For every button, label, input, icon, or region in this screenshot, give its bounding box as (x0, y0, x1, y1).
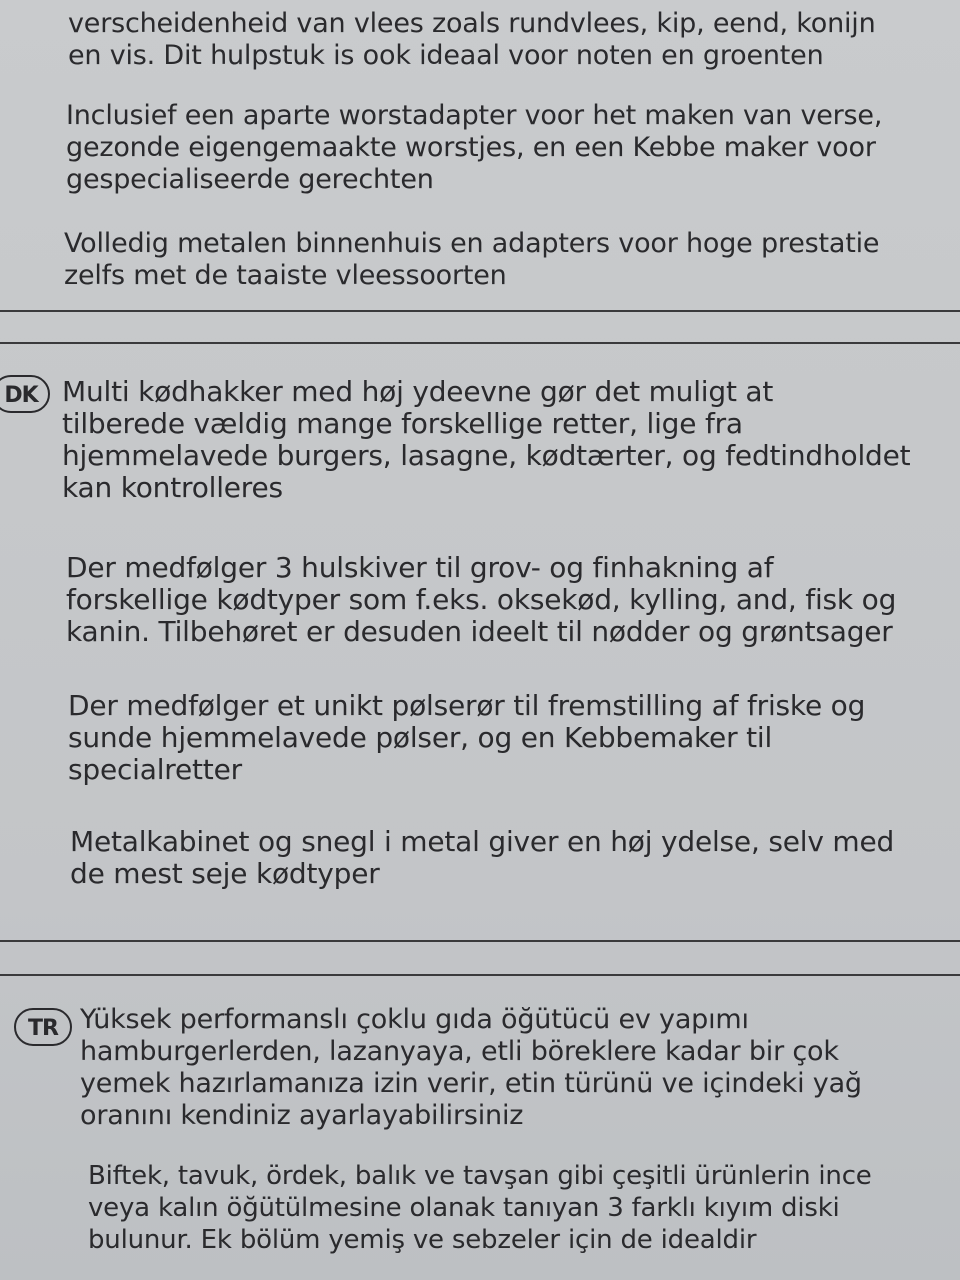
tr-p2-line-2: veya kalın öğütülmesine olanak tanıyan 3 farklı kıyım diski (88, 1193, 840, 1223)
dk-p2-line-1: Der medfølger 3 hulskiver til grov- og finhakning af (66, 551, 774, 584)
nl-p2-line-2: gezonde eigengemaakte worstjes, en een Kebbe maker voor (66, 132, 876, 163)
nl-p1-line-1: verscheidenheid van vlees zoals rundvlees, kip, eend, konijn (68, 8, 876, 39)
nl-p1-line-2: en vis. Dit hulpstuk is ook ideaal voor noten en groenten (68, 40, 824, 71)
dk-p4-line-1: Metalkabinet og snegl i metal giver en høj ydelse, selv med (70, 825, 895, 858)
nl-p3-line-2: zelfs met de taaiste vleessoorten (64, 260, 507, 291)
dk-paragraph-1 (62, 376, 910, 504)
tr-p1-line-3: yemek hazırlamanıza izin verir, etin türünü ve içindeki yağ (80, 1068, 862, 1099)
language-badge-tr: TR (14, 1008, 72, 1046)
dk-p3-line-1: Der medfølger et unikt pølserør til fremstilling af friske og (68, 689, 866, 722)
divider-bottom-2 (0, 974, 960, 976)
dk-p1-line-3: hjemmelavede burgers, lasagne, kødtærter, og fedtindholdet (62, 439, 911, 472)
dk-p3-line-3: specialretter (68, 753, 242, 786)
dk-p3-line-2: sunde hjemmelavede pølser, og en Kebbemaker til (68, 721, 773, 754)
tr-p1-line-2: hamburgerlerden, lazanyaya, etli böreklere kadar bir çok (80, 1036, 839, 1067)
nl-p2-line-3: gespecialiseerde gerechten (66, 164, 434, 195)
language-badge-dk: DK (0, 375, 50, 413)
tr-p1-line-4: oranını kendiniz ayarlayabilirsiniz (80, 1100, 524, 1131)
dk-paragraph-4 (70, 826, 894, 890)
tr-paragraph-2 (88, 1160, 872, 1256)
nl-paragraph-2 (66, 100, 882, 196)
divider-bottom-1 (0, 940, 960, 942)
dk-p2-line-2: forskellige kødtyper som f.eks. oksekød, kylling, and, fisk og (66, 583, 897, 616)
divider-top-2 (0, 342, 960, 344)
dk-p1-line-4: kan kontrolleres (62, 471, 283, 504)
dk-p1-line-2: tilberede vældig mange forskellige retter, lige fra (62, 407, 743, 440)
nl-paragraph-3 (64, 228, 879, 292)
tr-paragraph-1 (80, 1004, 862, 1132)
tr-p1-line-1: Yüksek performanslı çoklu gıda öğütücü ev yapımı (80, 1004, 749, 1035)
divider-top-1 (0, 310, 960, 312)
tr-p2-line-3: bulunur. Ek bölüm yemiş ve sebzeler için de idealdir (88, 1225, 757, 1255)
nl-p3-line-1: Volledig metalen binnenhuis en adapters voor hoge prestatie (64, 228, 880, 259)
tr-p2-line-1: Biftek, tavuk, ördek, balık ve tavşan gibi çeşitli ürünlerin ince (88, 1161, 872, 1191)
dk-p4-line-2: de mest seje kødtyper (70, 857, 380, 890)
dk-p1-line-1: Multi kødhakker med høj ydeevne gør det muligt at (62, 375, 774, 408)
dk-p2-line-3: kanin. Tilbehøret er desuden ideelt til nødder og grøntsager (66, 615, 893, 648)
nl-p2-line-1: Inclusief een aparte worstadapter voor het maken van verse, (66, 100, 883, 131)
dk-paragraph-3 (68, 690, 865, 786)
dk-paragraph-2 (66, 552, 896, 648)
nl-paragraph-1 (68, 8, 876, 72)
